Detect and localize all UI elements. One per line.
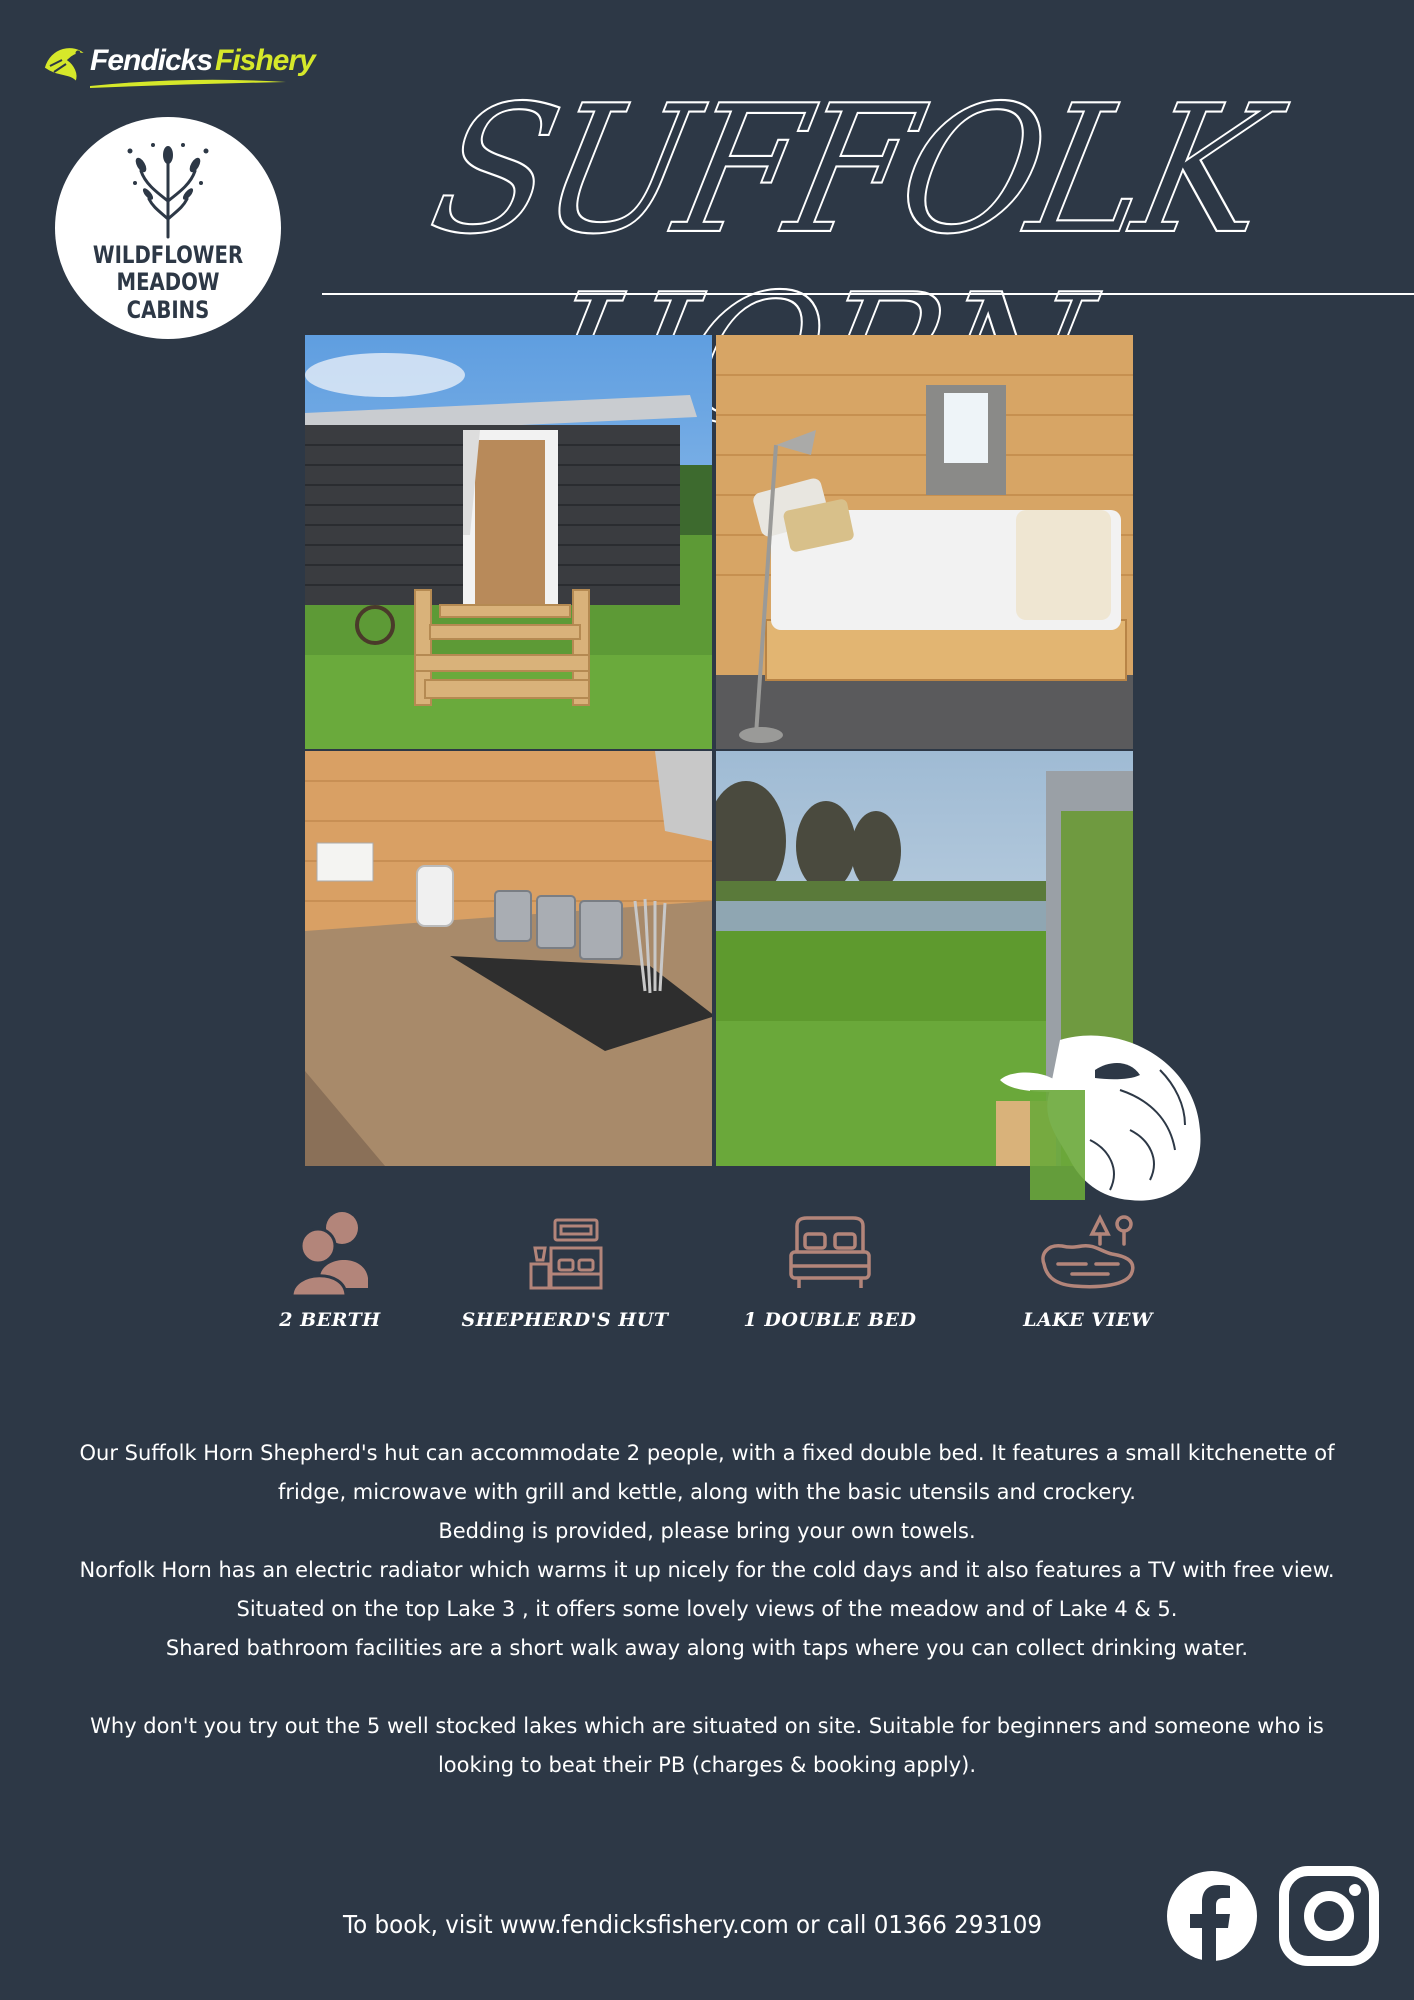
logo-word-fendicks: Fendicks <box>90 44 213 77</box>
shepherds-hut-icon <box>525 1208 605 1298</box>
badge-line-2: MEADOW CABINS <box>116 268 220 324</box>
page-title: SUFFOLK <box>416 67 1284 273</box>
logo-word-fishery: Fishery <box>215 44 315 77</box>
fendicks-fishery-logo[interactable] <box>40 38 315 90</box>
facebook-icon[interactable] <box>1166 1870 1258 1962</box>
lake-icon <box>1038 1208 1138 1298</box>
wildflower-meadow-cabins-badge <box>55 117 281 339</box>
description-paragraph: Bedding is provided, please bring your own towels. <box>438 1519 976 1543</box>
feature-label: SHEPHERD'S HUT <box>461 1309 669 1331</box>
feature-lake-view <box>978 1208 1198 1331</box>
double-bed-icon <box>785 1208 875 1298</box>
description-paragraph: Why don't you try out the 5 well stocked lakes which are situated on site. Suitable for beginners and someone who is looking to beat their PB (charges & booking apply). <box>90 1714 1324 1777</box>
instagram-icon[interactable] <box>1278 1865 1380 1967</box>
feature-label: 1 DOUBLE BED <box>743 1309 917 1331</box>
paragraph-spacer <box>60 1668 1354 1707</box>
description-paragraph: Situated on the top Lake 3 , it offers some lovely views of the meadow and of Lake 4 & 5. <box>236 1597 1178 1621</box>
title-divider <box>322 293 1414 295</box>
photo-bed-interior <box>716 335 1133 749</box>
fish-icon <box>40 38 90 88</box>
description-paragraph: Shared bathroom facilities are a short walk away along with taps where you can collect drinking water. <box>165 1636 1249 1660</box>
photo-hut-exterior <box>305 335 712 749</box>
feature-label: 2 BERTH <box>279 1309 381 1331</box>
photo-kitchenette <box>305 751 712 1166</box>
sheep-head-illustration <box>1000 1030 1205 1205</box>
wildflower-sprig-icon <box>125 141 211 239</box>
description-paragraph: Norfolk Horn has an electric radiator which warms it up nicely for the cold days and it also features a TV with free view. <box>79 1558 1335 1582</box>
badge-line-1: WILDFLOWER <box>92 241 244 269</box>
logo-swoosh <box>88 78 288 90</box>
feature-berth <box>220 1208 440 1331</box>
booking-info: To book, visit www.fendicksfishery.com or call 01366 293109 <box>343 1910 1042 1939</box>
description <box>60 1434 1354 1785</box>
feature-shepherds-hut <box>455 1208 675 1331</box>
people-icon <box>290 1208 370 1298</box>
description-paragraph: Our Suffolk Horn Shepherd's hut can accommodate 2 people, with a fixed double bed. It features a small kitchenette of fridge, microwave with grill and kettle, along with the basic utensils and crockery. <box>79 1441 1335 1504</box>
feature-label: LAKE VIEW <box>1023 1309 1153 1331</box>
feature-double-bed <box>720 1208 940 1331</box>
